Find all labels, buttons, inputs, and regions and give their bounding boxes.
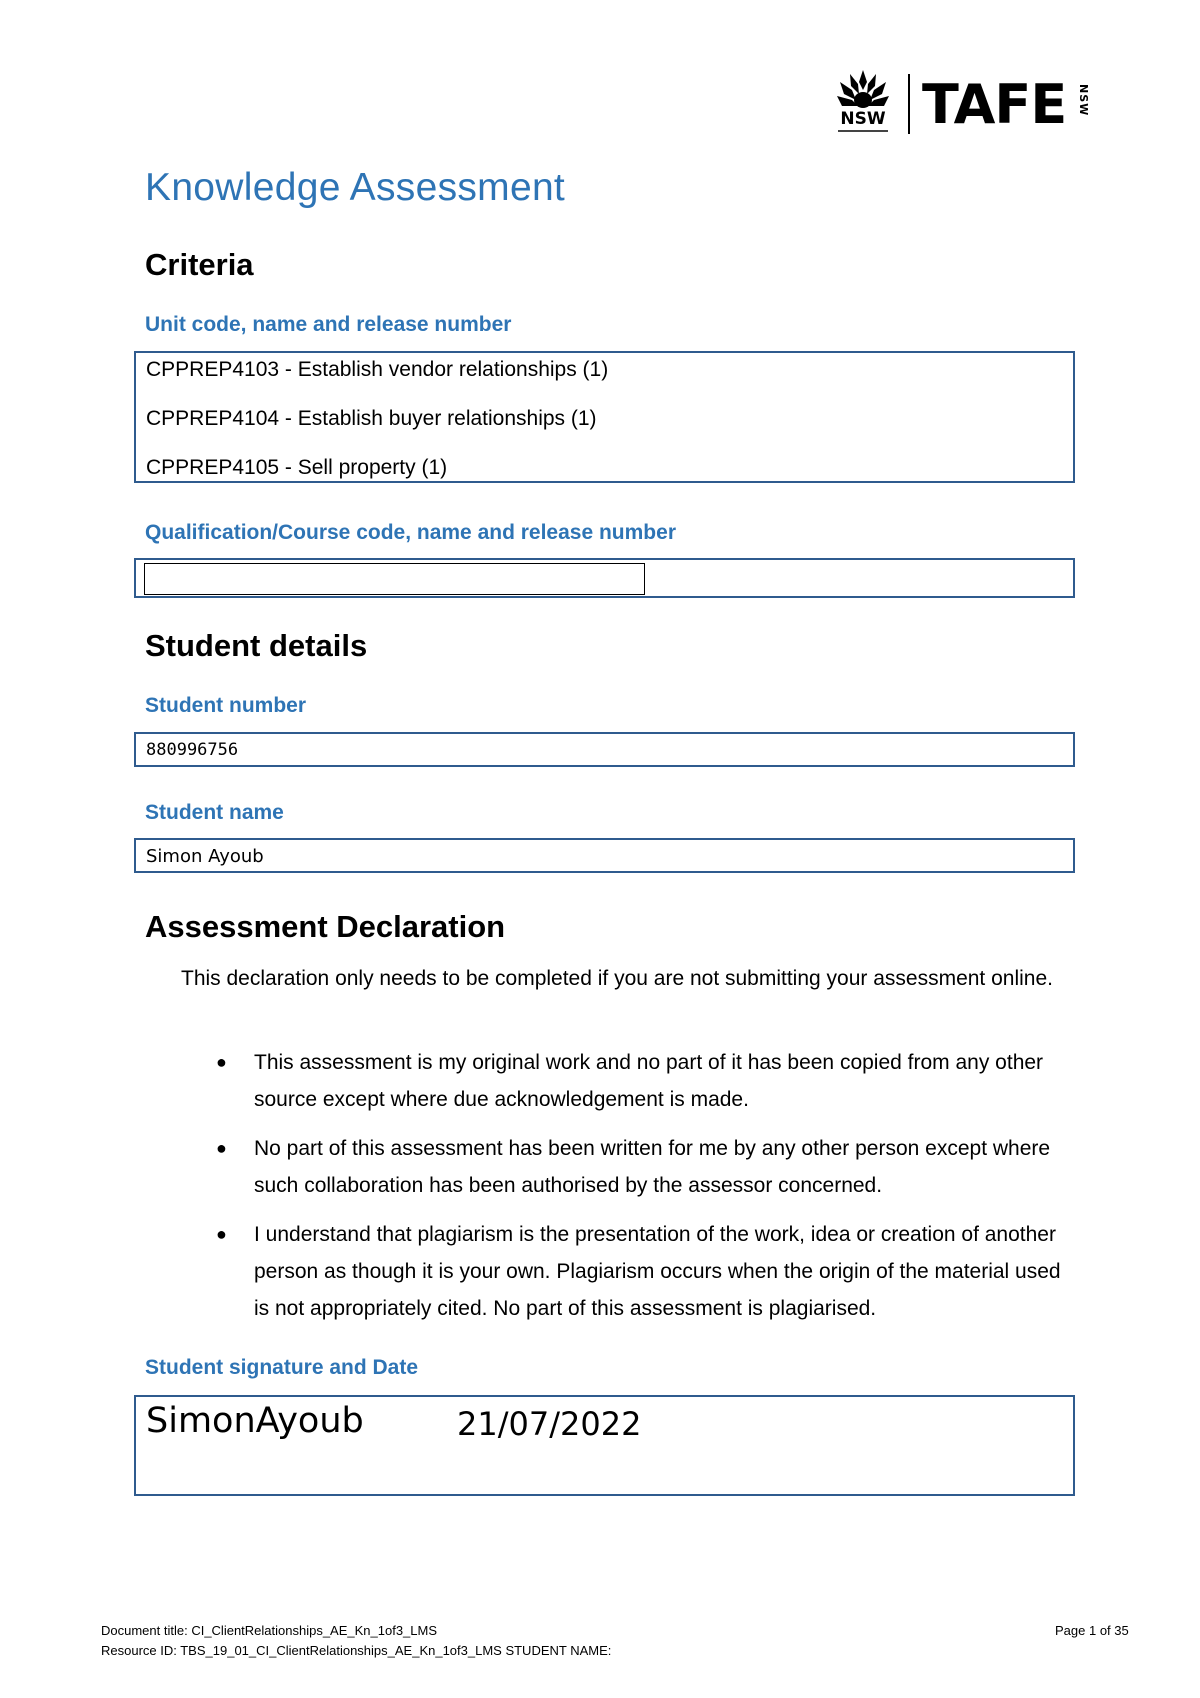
logo-divider — [908, 74, 910, 134]
declaration-intro: This declaration only needs to be completed if you are not submitting your assessment online. — [181, 967, 1053, 990]
student-number-field[interactable] — [134, 732, 1075, 767]
signature-date: 21/07/2022 — [457, 1405, 642, 1443]
unit-line: CPPREP4104 - Establish buyer relationships (1) — [146, 407, 597, 430]
student-name-field[interactable] — [134, 838, 1075, 873]
unit-box[interactable] — [134, 351, 1075, 483]
footer-document-title: Document title: CI_ClientRelationships_AE_Kn_1of3_LMS — [101, 1623, 438, 1638]
unit-label: Unit code, name and release number — [145, 313, 512, 336]
footer-page-number: Page 1 of 35 — [1055, 1623, 1129, 1638]
student-name-label: Student name — [145, 801, 284, 824]
bullet-icon: ● — [216, 1052, 227, 1072]
qualification-box[interactable] — [134, 558, 1075, 598]
declaration-bullet: No part of this assessment has been written for me by any other person except where such collaboration has been authorised by the assessor concerned. — [254, 1137, 1051, 1197]
criteria-heading: Criteria — [145, 247, 254, 282]
qualification-input[interactable] — [144, 563, 645, 595]
waratah-icon — [834, 68, 892, 136]
student-name-value: Simon Ayoub — [146, 846, 264, 867]
declaration-bullet: This assessment is my original work and no part of it has been copied from any other source except where due acknowledgement is made. — [254, 1051, 1044, 1111]
page-title: Knowledge Assessment — [145, 166, 566, 209]
signature-box[interactable] — [134, 1395, 1075, 1496]
student-signature: SimonAyoub — [146, 1401, 364, 1441]
bullet-icon: ● — [216, 1138, 227, 1158]
tafe-nsw-logo — [834, 68, 1094, 136]
bullet-icon: ● — [216, 1224, 227, 1244]
qualification-label: Qualification/Course code, name and release number — [145, 521, 676, 544]
declaration-heading: Assessment Declaration — [145, 909, 506, 944]
tafe-nsw-suffix: NSW — [1077, 84, 1090, 117]
unit-line: CPPREP4103 - Establish vendor relationships (1) — [146, 358, 609, 381]
declaration-bullet: I understand that plagiarism is the presentation of the work, idea or creation of another person as though it is your own. Plagiarism occurs when the origin of the material used is not appropriately cited. No part of this assessment is plagiarised. — [254, 1223, 1061, 1320]
tafe-wordmark: TAFE — [922, 73, 1067, 136]
student-number-value: 880996756 — [146, 740, 239, 760]
student-details-heading: Student details — [145, 628, 368, 663]
footer-resource-id: Resource ID: TBS_19_01_CI_ClientRelationships_AE_Kn_1of3_LMS STUDENT NAME: — [101, 1643, 612, 1658]
student-number-label: Student number — [145, 694, 306, 717]
unit-line: CPPREP4105 - Sell property (1) — [146, 456, 448, 479]
nsw-gov-text: NSW — [840, 109, 886, 129]
signature-label: Student signature and Date — [145, 1356, 419, 1379]
